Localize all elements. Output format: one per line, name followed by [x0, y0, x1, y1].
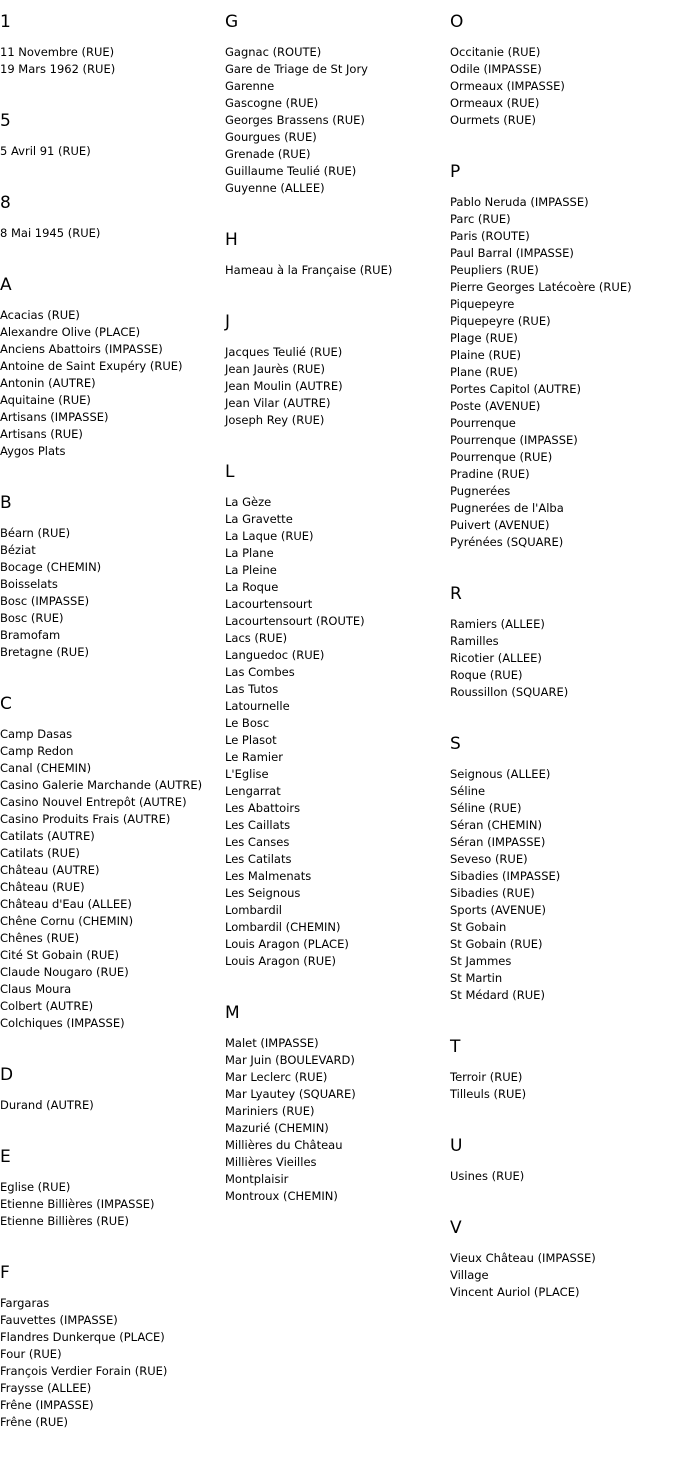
letter-section: [0, 1065, 225, 1114]
street-link[interactable]: Antonin (AUTRE): [0, 376, 96, 390]
street-link[interactable]: Les Caillats: [225, 818, 291, 832]
street-link[interactable]: Malet (IMPASSE): [225, 1036, 319, 1050]
street-list: [225, 262, 450, 279]
street-link[interactable]: L'Eglise: [225, 767, 269, 781]
letter-heading: H: [225, 230, 238, 250]
letter-heading: P: [450, 162, 461, 182]
street-link[interactable]: Bosc (RUE): [0, 611, 64, 625]
street-link[interactable]: Séline: [450, 784, 486, 798]
street-link[interactable]: Millières Vieilles: [225, 1155, 317, 1169]
street-list: [0, 1295, 225, 1431]
street-link[interactable]: Aygos Plats: [0, 444, 66, 458]
street-link[interactable]: Village: [450, 1268, 489, 1282]
street-link[interactable]: Alexandre Olive (PLACE): [0, 325, 141, 339]
street-link[interactable]: Claude Nougaro (RUE): [0, 965, 129, 979]
street-link[interactable]: François Verdier Forain (RUE): [0, 1364, 168, 1378]
street-link[interactable]: Montplaisir: [225, 1172, 289, 1186]
street-link[interactable]: Pugnerées de l'Alba: [450, 501, 564, 515]
street-link[interactable]: Lacs (RUE): [225, 631, 288, 645]
street-link[interactable]: Fargaras: [0, 1296, 50, 1310]
street-link[interactable]: Garenne: [225, 79, 275, 93]
letter-section: [225, 462, 450, 970]
street-link[interactable]: Chênes (RUE): [0, 931, 80, 945]
street-link[interactable]: Plaine (RUE): [450, 348, 522, 362]
street-link[interactable]: Séline (RUE): [450, 801, 522, 815]
street-link[interactable]: Louis Aragon (RUE): [225, 954, 336, 968]
street-link[interactable]: St Martin: [450, 971, 503, 985]
letter-section: [450, 584, 675, 701]
street-link[interactable]: Mariniers (RUE): [225, 1104, 315, 1118]
street-list: [450, 194, 675, 551]
street-link[interactable]: Béziat: [0, 543, 36, 557]
street-link[interactable]: Parc (RUE): [450, 212, 511, 226]
street-link[interactable]: Seveso (RUE): [450, 852, 528, 866]
street-link[interactable]: Etienne Billières (RUE): [0, 1214, 129, 1228]
street-link[interactable]: Frêne (IMPASSE): [0, 1398, 94, 1412]
letter-heading: L: [225, 462, 235, 482]
street-link[interactable]: Joseph Rey (RUE): [225, 413, 325, 427]
street-link[interactable]: Gourgues (RUE): [225, 130, 317, 144]
street-link[interactable]: Jean Moulin (AUTRE): [225, 379, 343, 393]
street-link[interactable]: Ramiers (ALLEE): [450, 617, 545, 631]
street-link[interactable]: Flandres Dunkerque (PLACE): [0, 1330, 165, 1344]
street-index-column-1: [0, 12, 225, 1464]
street-link[interactable]: Terroir (RUE): [450, 1070, 523, 1084]
letter-section: [225, 12, 450, 197]
street-link[interactable]: La Gèze: [225, 495, 272, 509]
street-link[interactable]: Mar Leclerc (RUE): [225, 1070, 328, 1084]
street-link[interactable]: Canal (CHEMIN): [0, 761, 92, 775]
street-list: [450, 1168, 675, 1185]
street-link[interactable]: Camp Redon: [0, 744, 74, 758]
letter-section: [0, 1263, 225, 1431]
street-link[interactable]: 8 Mai 1945 (RUE): [0, 226, 101, 240]
street-link[interactable]: Gare de Triage de St Jory: [225, 62, 368, 76]
street-link[interactable]: La Pleine: [225, 563, 277, 577]
street-link[interactable]: Pradine (RUE): [450, 467, 530, 481]
street-link[interactable]: Casino Galerie Marchande (AUTRE): [0, 778, 203, 792]
street-link[interactable]: Mar Lyautey (SQUARE): [225, 1087, 356, 1101]
street-link[interactable]: Frêne (RUE): [0, 1415, 68, 1429]
street-link[interactable]: Ricotier (ALLEE): [450, 651, 542, 665]
letter-heading: E: [0, 1147, 11, 1167]
street-link[interactable]: Sports (AVENUE): [450, 903, 547, 917]
street-link[interactable]: Seignous (ALLEE): [450, 767, 551, 781]
street-link[interactable]: Bramofam: [0, 628, 61, 642]
street-link[interactable]: Roque (RUE): [450, 668, 523, 682]
street-list: [225, 1035, 450, 1205]
street-link[interactable]: Pourrenque: [450, 416, 516, 430]
street-link[interactable]: Boisselats: [0, 577, 58, 591]
street-list: [225, 44, 450, 197]
street-link[interactable]: Four (RUE): [0, 1347, 62, 1361]
street-link[interactable]: Languedoc (RUE): [225, 648, 325, 662]
street-link[interactable]: Pourrenque (IMPASSE): [450, 433, 578, 447]
street-list: [0, 726, 225, 1032]
street-list: [0, 1097, 225, 1114]
street-link[interactable]: Château (RUE): [0, 880, 85, 894]
street-link[interactable]: Claus Moura: [0, 982, 72, 996]
letter-section: [225, 312, 450, 429]
letter-section: [0, 111, 225, 160]
street-link[interactable]: Paris (ROUTE): [450, 229, 530, 243]
street-link[interactable]: Béarn (RUE): [0, 526, 71, 540]
street-link[interactable]: Séran (IMPASSE): [450, 835, 546, 849]
street-link[interactable]: Las Tutos: [225, 682, 279, 696]
street-link[interactable]: Gagnac (ROUTE): [225, 45, 322, 59]
letter-section: [0, 1147, 225, 1230]
street-link[interactable]: Ourmets (RUE): [450, 113, 536, 127]
street-list: [0, 1179, 225, 1230]
letter-heading: S: [450, 734, 461, 754]
street-link[interactable]: Etienne Billières (IMPASSE): [0, 1197, 155, 1211]
letter-section: [450, 1136, 675, 1185]
street-link[interactable]: Tilleuls (RUE): [450, 1087, 527, 1101]
street-link[interactable]: La Gravette: [225, 512, 293, 526]
letter-heading: 1: [0, 12, 11, 32]
letter-heading: J: [225, 312, 231, 332]
letter-section: [0, 694, 225, 1032]
street-list: [0, 143, 225, 160]
letter-heading: V: [450, 1218, 462, 1238]
street-link[interactable]: Portes Capitol (AUTRE): [450, 382, 582, 396]
street-link[interactable]: Ormeaux (RUE): [450, 96, 540, 110]
street-link[interactable]: Fraysse (ALLEE): [0, 1381, 92, 1395]
street-link[interactable]: Millières du Château: [225, 1138, 343, 1152]
street-link[interactable]: Pyrénées (SQUARE): [450, 535, 564, 549]
letter-heading: G: [225, 12, 239, 32]
letter-section: [450, 1037, 675, 1103]
street-link[interactable]: Odile (IMPASSE): [450, 62, 542, 76]
street-link[interactable]: Piquepeyre: [450, 297, 515, 311]
street-link[interactable]: Durand (AUTRE): [0, 1098, 94, 1112]
street-link[interactable]: St Gobain: [450, 920, 507, 934]
letter-section: [450, 12, 675, 129]
letter-heading: C: [0, 694, 12, 714]
letter-heading: A: [0, 275, 12, 295]
street-list: [450, 1250, 675, 1301]
street-link[interactable]: St Médard (RUE): [450, 988, 545, 1002]
street-link[interactable]: Bretagne (RUE): [0, 645, 89, 659]
street-link[interactable]: Bocage (CHEMIN): [0, 560, 102, 574]
street-link[interactable]: Plane (RUE): [450, 365, 518, 379]
street-link[interactable]: Hameau à la Française (RUE): [225, 263, 393, 277]
street-link[interactable]: Mazurié (CHEMIN): [225, 1121, 329, 1135]
letter-section: [0, 12, 225, 78]
street-link[interactable]: Colbert (AUTRE): [0, 999, 94, 1013]
street-link[interactable]: Casino Produits Frais (AUTRE): [0, 812, 171, 826]
letter-heading: U: [450, 1136, 463, 1156]
street-list: [0, 525, 225, 661]
street-link[interactable]: Pablo Neruda (IMPASSE): [450, 195, 589, 209]
street-link[interactable]: St Jammes: [450, 954, 512, 968]
street-link[interactable]: 19 Mars 1962 (RUE): [0, 62, 116, 76]
street-link[interactable]: 11 Novembre (RUE): [0, 45, 115, 59]
street-link[interactable]: Louis Aragon (PLACE): [225, 937, 349, 951]
street-link[interactable]: Séran (CHEMIN): [450, 818, 542, 832]
street-link[interactable]: Jacques Teulié (RUE): [225, 345, 343, 359]
street-link[interactable]: Pourrenque (RUE): [450, 450, 553, 464]
street-list: [450, 616, 675, 701]
street-link[interactable]: Las Combes: [225, 665, 295, 679]
street-link[interactable]: La Laque (RUE): [225, 529, 314, 543]
street-link[interactable]: St Gobain (RUE): [450, 937, 543, 951]
street-link[interactable]: Camp Dasas: [0, 727, 73, 741]
street-link[interactable]: Gascogne (RUE): [225, 96, 319, 110]
letter-heading: D: [0, 1065, 14, 1085]
street-link[interactable]: Pugnerées: [450, 484, 511, 498]
street-link[interactable]: Catilats (RUE): [0, 846, 80, 860]
letter-section: [450, 734, 675, 1004]
letter-section: [225, 1003, 450, 1205]
street-link[interactable]: Chêne Cornu (CHEMIN): [0, 914, 134, 928]
street-link[interactable]: Guillaume Teulié (RUE): [225, 164, 357, 178]
street-link[interactable]: Puivert (AVENUE): [450, 518, 550, 532]
street-link[interactable]: Acacias (RUE): [0, 308, 80, 322]
letter-heading: T: [450, 1037, 461, 1057]
street-link[interactable]: Bosc (IMPASSE): [0, 594, 90, 608]
street-link[interactable]: Artisans (RUE): [0, 427, 83, 441]
street-link[interactable]: Aquitaine (RUE): [0, 393, 91, 407]
letter-section: [0, 493, 225, 661]
street-link[interactable]: Ramilles: [450, 634, 499, 648]
street-link[interactable]: La Roque: [225, 580, 279, 594]
street-link[interactable]: Lombardil (CHEMIN): [225, 920, 341, 934]
street-link[interactable]: Les Abattoirs: [225, 801, 301, 815]
street-link[interactable]: Usines (RUE): [450, 1169, 525, 1183]
street-link[interactable]: Le Plasot: [225, 733, 277, 747]
letter-heading: O: [450, 12, 464, 32]
street-link[interactable]: Georges Brassens (RUE): [225, 113, 365, 127]
street-link[interactable]: 5 Avril 91 (RUE): [0, 144, 91, 158]
letter-heading: B: [0, 493, 12, 513]
letter-section: [450, 1218, 675, 1301]
street-link[interactable]: Fauvettes (IMPASSE): [0, 1313, 118, 1327]
street-link[interactable]: Montroux (CHEMIN): [225, 1189, 338, 1203]
street-link[interactable]: Le Bosc: [225, 716, 270, 730]
letter-section: [450, 162, 675, 551]
street-link[interactable]: Poste (AVENUE): [450, 399, 541, 413]
letter-heading: R: [450, 584, 462, 604]
letter-section: [225, 230, 450, 279]
street-link[interactable]: Le Ramier: [225, 750, 283, 764]
street-link[interactable]: Les Seignous: [225, 886, 301, 900]
street-link[interactable]: Occitanie (RUE): [450, 45, 541, 59]
street-link[interactable]: Lombardil: [225, 903, 283, 917]
street-link[interactable]: Roussillon (SQUARE): [450, 685, 569, 699]
street-link[interactable]: Peupliers (RUE): [450, 263, 539, 277]
street-index-column-2: [225, 12, 450, 1238]
street-list: [0, 307, 225, 460]
street-list: [225, 494, 450, 970]
street-link[interactable]: Vieux Château (IMPASSE): [450, 1251, 596, 1265]
street-list: [450, 44, 675, 129]
street-link[interactable]: Casino Nouvel Entrepôt (AUTRE): [0, 795, 187, 809]
street-link[interactable]: Artisans (IMPASSE): [0, 410, 109, 424]
letter-heading: M: [225, 1003, 240, 1023]
street-link[interactable]: Vincent Auriol (PLACE): [450, 1285, 580, 1299]
street-link[interactable]: Les Canses: [225, 835, 290, 849]
street-list: [0, 44, 225, 78]
letter-heading: F: [0, 1263, 10, 1283]
street-link[interactable]: Lacourtensourt (ROUTE): [225, 614, 365, 628]
street-link[interactable]: Jean Vilar (AUTRE): [225, 396, 331, 410]
street-link[interactable]: Latournelle: [225, 699, 290, 713]
street-link[interactable]: Plage (RUE): [450, 331, 518, 345]
letter-heading: 5: [0, 111, 11, 131]
street-link[interactable]: Lacourtensourt: [225, 597, 313, 611]
street-list: [0, 225, 225, 242]
street-link[interactable]: La Plane: [225, 546, 274, 560]
street-link[interactable]: Piquepeyre (RUE): [450, 314, 551, 328]
street-link[interactable]: Ormeaux (IMPASSE): [450, 79, 565, 93]
street-link[interactable]: Colchiques (IMPASSE): [0, 1016, 125, 1030]
street-link[interactable]: Château (AUTRE): [0, 863, 100, 877]
street-link[interactable]: Antoine de Saint Exupéry (RUE): [0, 359, 183, 373]
street-link[interactable]: Jean Jaurès (RUE): [225, 362, 326, 376]
street-link[interactable]: Catilats (AUTRE): [0, 829, 95, 843]
street-list: [450, 766, 675, 1004]
street-list: [225, 344, 450, 429]
street-index-column-3: [450, 12, 675, 1334]
street-link[interactable]: Château d'Eau (ALLEE): [0, 897, 132, 911]
letter-section: [0, 193, 225, 242]
street-link[interactable]: Guyenne (ALLEE): [225, 181, 325, 195]
street-link[interactable]: Grenade (RUE): [225, 147, 311, 161]
street-link[interactable]: Sibadies (RUE): [450, 886, 535, 900]
street-list: [450, 1069, 675, 1103]
letter-heading: 8: [0, 193, 11, 213]
street-link[interactable]: Anciens Abattoirs (IMPASSE): [0, 342, 163, 356]
street-link[interactable]: Paul Barral (IMPASSE): [450, 246, 574, 260]
street-link[interactable]: Les Malmenats: [225, 869, 312, 883]
street-link[interactable]: Cité St Gobain (RUE): [0, 948, 120, 962]
street-link[interactable]: Les Catilats: [225, 852, 292, 866]
street-link[interactable]: Sibadies (IMPASSE): [450, 869, 561, 883]
street-link[interactable]: Mar Juin (BOULEVARD): [225, 1053, 355, 1067]
street-link[interactable]: Pierre Georges Latécoère (RUE): [450, 280, 632, 294]
street-link[interactable]: Lengarrat: [225, 784, 281, 798]
letter-section: [0, 275, 225, 460]
street-link[interactable]: Eglise (RUE): [0, 1180, 71, 1194]
